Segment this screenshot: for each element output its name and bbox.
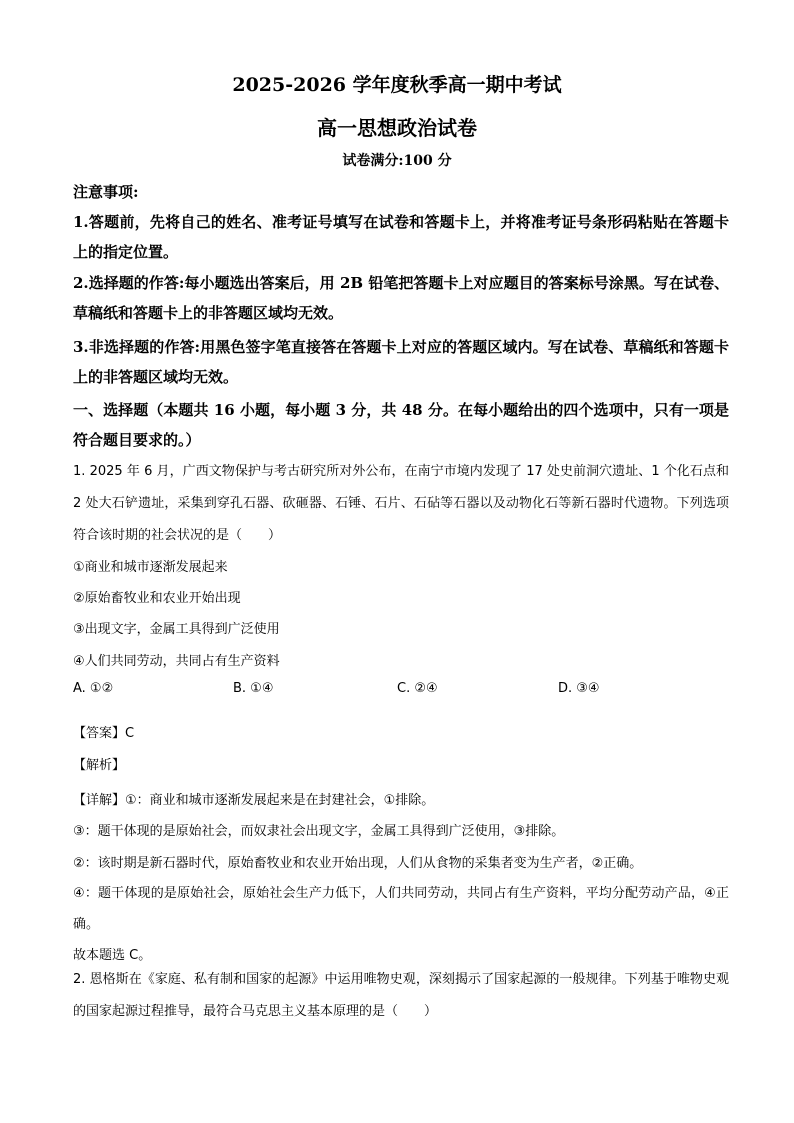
question-2-stem: 2. 恩格斯在《家庭、私有制和国家的起源》中运用唯物史观，深刻揭示了国家起源的一般规律。下列基于唯物史观的国家起源过程推导，最符合马克思主义基本原理的是（ ） [73, 972, 729, 1019]
question-1-option: ④人们共同劳动，共同占有生产资料 [73, 654, 280, 669]
score-info: 试卷满分:100 分 [342, 153, 452, 169]
notice-item-2: 2.选择题的作答:每小题选出答案后，用 2B 铅笔把答题卡上对应题目的答案标号涂黑。写在试卷、草稿纸和答题卡上的非答题区域均无效。 [73, 274, 729, 322]
section-heading: 一、选择题（本题共 16 小题，每小题 3 分，共 48 分。在每小题给出的四个选项中，只有一项是符合题目要求的。） [73, 401, 729, 449]
explanation-line: ③：题干体现的是原始社会，而奴隶社会出现文字，金属工具得到广泛使用，③排除。 [73, 824, 565, 839]
choice-b: B. ①④ [233, 681, 274, 696]
choice-a: A. ①② [73, 681, 114, 696]
explanation-line: 【详解】①：商业和城市逐渐发展起来是在封建社会，①排除。 [73, 793, 435, 808]
exam-subtitle: 高一思想政治试卷 [317, 116, 477, 140]
question-1-stem: 1. 2025 年 6 月，广西文物保护与考古研究所对外公布，在南宁市境内发现了 17 处史前洞穴遗址、1 个化石点和 2 处大石铲遗址，采集到穿孔石器、砍砸器、石锤、石片、石砧等石器以及动物化石等新石器时代遗物。下列选项符合该时期的社会状况的是（ ） [73, 464, 729, 543]
explanation-line: ②：该时期是新石器时代，原始畜牧业和农业开始出现，人们从食物的采集者变为生产者，②正确。 [73, 856, 643, 871]
conclusion-line: 故本题选 C。 [73, 948, 152, 963]
notice-heading: 注意事项: [73, 183, 139, 201]
explanation-line: ④：题干体现的是原始社会，原始社会生产力低下，人们共同劳动，共同占有生产资料，平均分配劳动产品，④正确。 [73, 886, 729, 932]
answer-label: 【答案】C [73, 726, 135, 741]
choice-d: D. ③④ [558, 681, 600, 696]
choice-c: C. ②④ [397, 681, 438, 696]
notice-item-1: 1.答题前，先将自己的姓名、准考证号填写在试卷和答题卡上，并将准考证号条形码粘贴在答题卡上的指定位置。 [73, 213, 729, 261]
exam-title: 2025-2026 学年度秋季高一期中考试 [232, 74, 562, 96]
question-1-option: ③出现文字，金属工具得到广泛使用 [73, 622, 280, 637]
question-1-option: ①商业和城市逐渐发展起来 [73, 560, 228, 575]
analysis-label: 【解析】 [73, 758, 126, 773]
question-1-option: ②原始畜牧业和农业开始出现 [73, 591, 241, 606]
notice-item-3: 3.非选择题的作答:用黑色签字笔直接答在答题卡上对应的答题区域内。写在试卷、草稿纸和答题卡上的非答题区域均无效。 [73, 338, 729, 386]
